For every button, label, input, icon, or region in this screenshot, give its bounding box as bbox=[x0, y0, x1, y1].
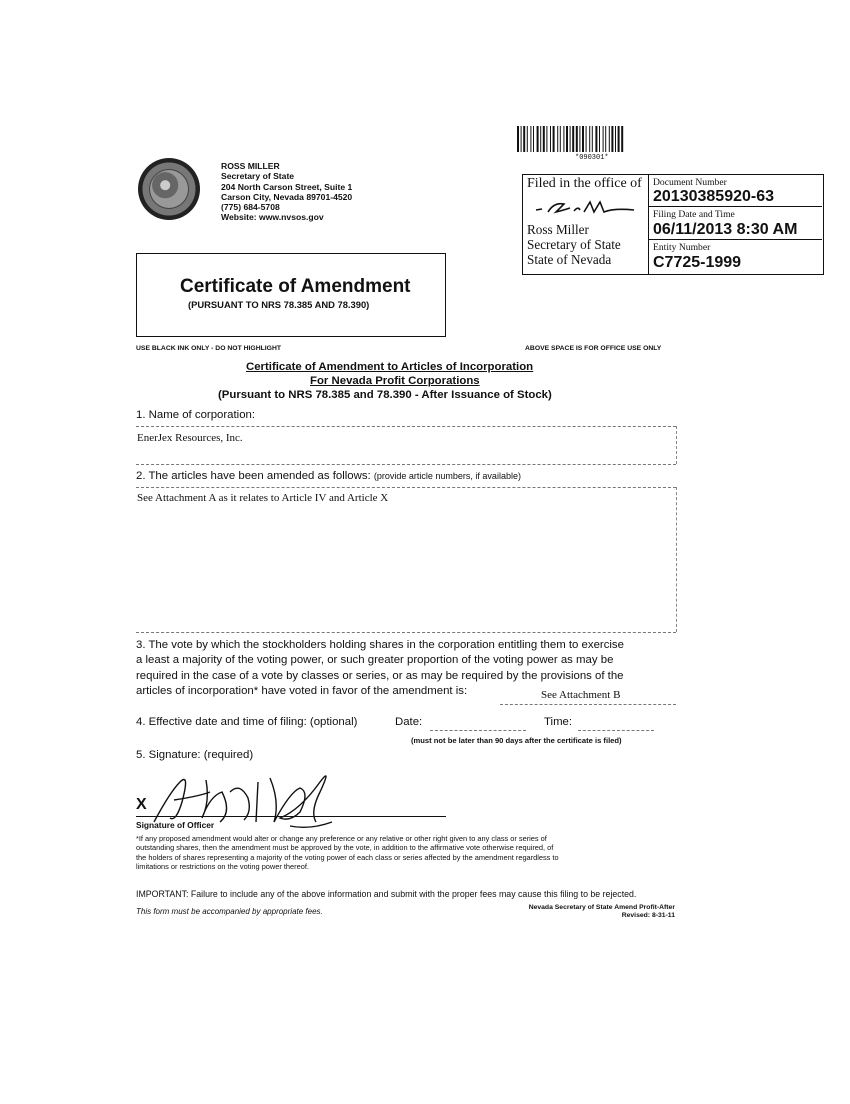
entity-label: Entity Number bbox=[653, 242, 711, 253]
item3-line: articles of incorporation* have voted in favor of the amendment is: bbox=[136, 684, 468, 697]
signer-state: State of Nevada bbox=[527, 252, 612, 267]
signature-x: X bbox=[136, 796, 147, 813]
signature-line bbox=[136, 816, 446, 817]
item3-line: required in the case of a vote by classes or series, or as may be required by the provisions of the bbox=[136, 669, 624, 682]
filing-label: Filing Date and Time bbox=[653, 209, 735, 220]
document-number: 20130385920-63 bbox=[653, 188, 775, 205]
item2-hint: (provide article numbers, if available) bbox=[373, 471, 521, 481]
fine-print-line: outstanding shares, then the amendment must be approved by the vote, in addition to the affirmative vote otherwise required, of bbox=[136, 843, 554, 853]
ink-notice: USE BLACK INK ONLY - DO NOT HIGHLIGHT bbox=[136, 345, 282, 352]
sos-website: Website: www.nvsos.gov bbox=[221, 212, 324, 223]
form-heading-1: Certificate of Amendment to Articles of Incorporation bbox=[246, 361, 534, 373]
sos-title: Secretary of State bbox=[221, 171, 295, 182]
item4-label: 4. Effective date and time of filing: (optional) bbox=[136, 716, 358, 728]
signer-name: Ross Miller bbox=[527, 222, 589, 237]
fees-note: This form must be accompanied by appropriate fees. bbox=[136, 907, 323, 916]
barcode bbox=[517, 126, 677, 152]
fine-print-line: limitations or restrictions on the voting power thereof. bbox=[136, 862, 309, 872]
sos-contact-block bbox=[221, 161, 352, 223]
form-revision bbox=[520, 904, 675, 920]
form-revision-line: Nevada Secretary of State Amend Profit-After bbox=[528, 904, 675, 911]
field-rule bbox=[136, 487, 676, 488]
item1-label: 1. Name of corporation: bbox=[136, 409, 256, 421]
sos-signer-block bbox=[527, 222, 621, 267]
vote-field[interactable]: See Attachment B bbox=[541, 689, 621, 701]
time-label: Time: bbox=[544, 716, 573, 728]
form-heading-3: (Pursuant to NRS 78.385 and 78.390 - After Issuance of Stock) bbox=[218, 389, 552, 401]
signer-title: Secretary of State bbox=[527, 237, 621, 252]
date-field[interactable] bbox=[430, 730, 526, 731]
form-heading-2: For Nevada Profit Corporations bbox=[310, 375, 480, 387]
field-rule bbox=[500, 704, 676, 705]
item3-line: 3. The vote by which the stockholders holding shares in the corporation entitling them to exercise bbox=[136, 639, 624, 651]
sos-signature bbox=[534, 198, 638, 218]
filed-label: Filed in the office of bbox=[527, 176, 642, 191]
item2-label bbox=[136, 470, 521, 482]
item3-line: a least a majority of the voting power, or such greater proportion of the voting power as may be bbox=[136, 654, 614, 667]
form-revision-line: Revised: 8-31-11 bbox=[621, 912, 675, 919]
certificate-title: Certificate of Amendment bbox=[180, 276, 411, 297]
field-rule bbox=[676, 487, 677, 632]
fine-print-line: the holders of shares representing a majority of the voting power of each class or series affected by the amendment regardless to bbox=[136, 852, 559, 862]
item5-label: 5. Signature: (required) bbox=[136, 749, 254, 761]
time-field[interactable] bbox=[578, 730, 654, 731]
corporation-name-field[interactable]: EnerJex Resources, Inc. bbox=[137, 432, 243, 444]
date-note: (must not be later than 90 days after the certificate is filed) bbox=[411, 736, 622, 745]
stamp-rule bbox=[648, 206, 822, 207]
sos-name: ROSS MILLER bbox=[221, 161, 280, 171]
date-label: Date: bbox=[395, 716, 423, 728]
seal-center bbox=[150, 170, 188, 208]
office-use-notice: ABOVE SPACE IS FOR OFFICE USE ONLY bbox=[525, 345, 662, 352]
field-rule bbox=[136, 632, 676, 633]
signature-caption: Signature of Officer bbox=[136, 820, 215, 830]
important-notice: IMPORTANT: Failure to include any of the above information and submit with the proper fees may cause this filing to be rejected. bbox=[136, 889, 637, 899]
amendment-text-field[interactable]: See Attachment A as it relates to Article IV and Article X bbox=[137, 492, 389, 504]
sos-address1: 204 North Carson Street, Suite 1 bbox=[221, 181, 353, 192]
sos-phone: (775) 684-5708 bbox=[221, 202, 280, 213]
document-number-label: Document Number bbox=[653, 177, 727, 188]
filing-datetime: 06/11/2013 8:30 AM bbox=[653, 221, 798, 238]
fine-print bbox=[136, 834, 676, 872]
stamp-rule bbox=[648, 239, 822, 240]
field-rule bbox=[676, 426, 677, 464]
entity-number: C7725-1999 bbox=[653, 254, 742, 271]
certificate-subtitle: (PURSUANT TO NRS 78.385 AND 78.390) bbox=[188, 299, 370, 310]
sos-address2: Carson City, Nevada 89701-4520 bbox=[221, 191, 353, 202]
item2-label-text: 2. The articles have been amended as follows: bbox=[136, 470, 371, 482]
stamp-divider bbox=[648, 174, 649, 274]
field-rule bbox=[136, 426, 676, 427]
barcode-number: *090301* bbox=[575, 154, 609, 162]
field-rule bbox=[136, 464, 676, 465]
fine-print-line: *If any proposed amendment would alter or change any preference or any relative or other right given to any class or series of bbox=[136, 834, 547, 843]
